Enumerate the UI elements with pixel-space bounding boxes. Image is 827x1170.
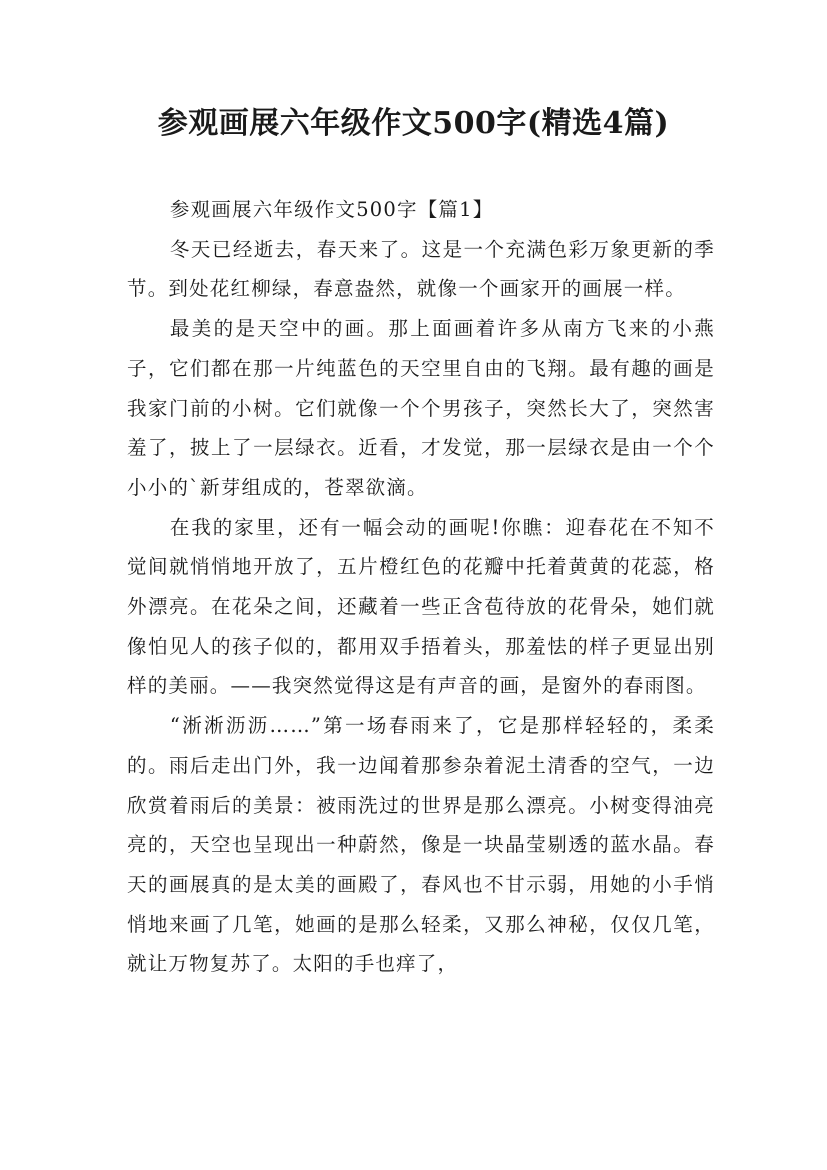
document-title: 参观画展六年级作文500字(精选4篇) (157, 106, 670, 141)
paragraph: “淅淅沥沥……”第一场春雨来了，它是那样轻轻的，柔柔的。雨后走出门外，我一边闻着那参杂着泥土清香的空气，一边欣赏着雨后的美景：被雨洗过的世界是那么漂亮。小树变得油亮亮的，天空也呈现出一种蔚然，像是一块晶莹剔透的蓝水晶。春天的画展真的是太美的画殿了，春风也不甘示弱，用她的小手悄悄地来画了几笔，她画的是那么轻柔，又那么神秘，仅仅几笔，就让万物复苏了。太阳的手也痒了， (127, 714, 715, 976)
paragraph: 冬天已经逝去，春天来了。这是一个充满色彩万象更新的季节。到处花红柳绿，春意盎然，就像一个画家开的画展一样。 (127, 237, 715, 301)
paragraph: 在我的家里，还有一幅会动的画呢!你瞧：迎春花在不知不觉间就悄悄地开放了，五片橙红色的花瓣中托着黄黄的花蕊，格外漂亮。在花朵之间，还藏着一些正含苞待放的花骨朵，她们就像怕见人的孩子似的，都用双手捂着头，那羞怯的样子更显出别样的美丽。——我突然觉得这是有声音的画，是窗外的春雨图。 (127, 515, 715, 698)
section-heading: 参观画展六年级作文500字【篇1】 (169, 198, 494, 221)
paragraph: 最美的是天空中的画。那上面画着许多从南方飞来的小燕子，它们都在那一片纯蓝色的天空里自由的飞翔。最有趣的画是我家门前的小树。它们就像一个个男孩子，突然长大了，突然害羞了，披上了一层绿衣。近看，才发觉，那一层绿衣是由一个个小小的`新芽组成的，苍翠欲滴。 (127, 317, 715, 499)
document-body (127, 190, 715, 984)
